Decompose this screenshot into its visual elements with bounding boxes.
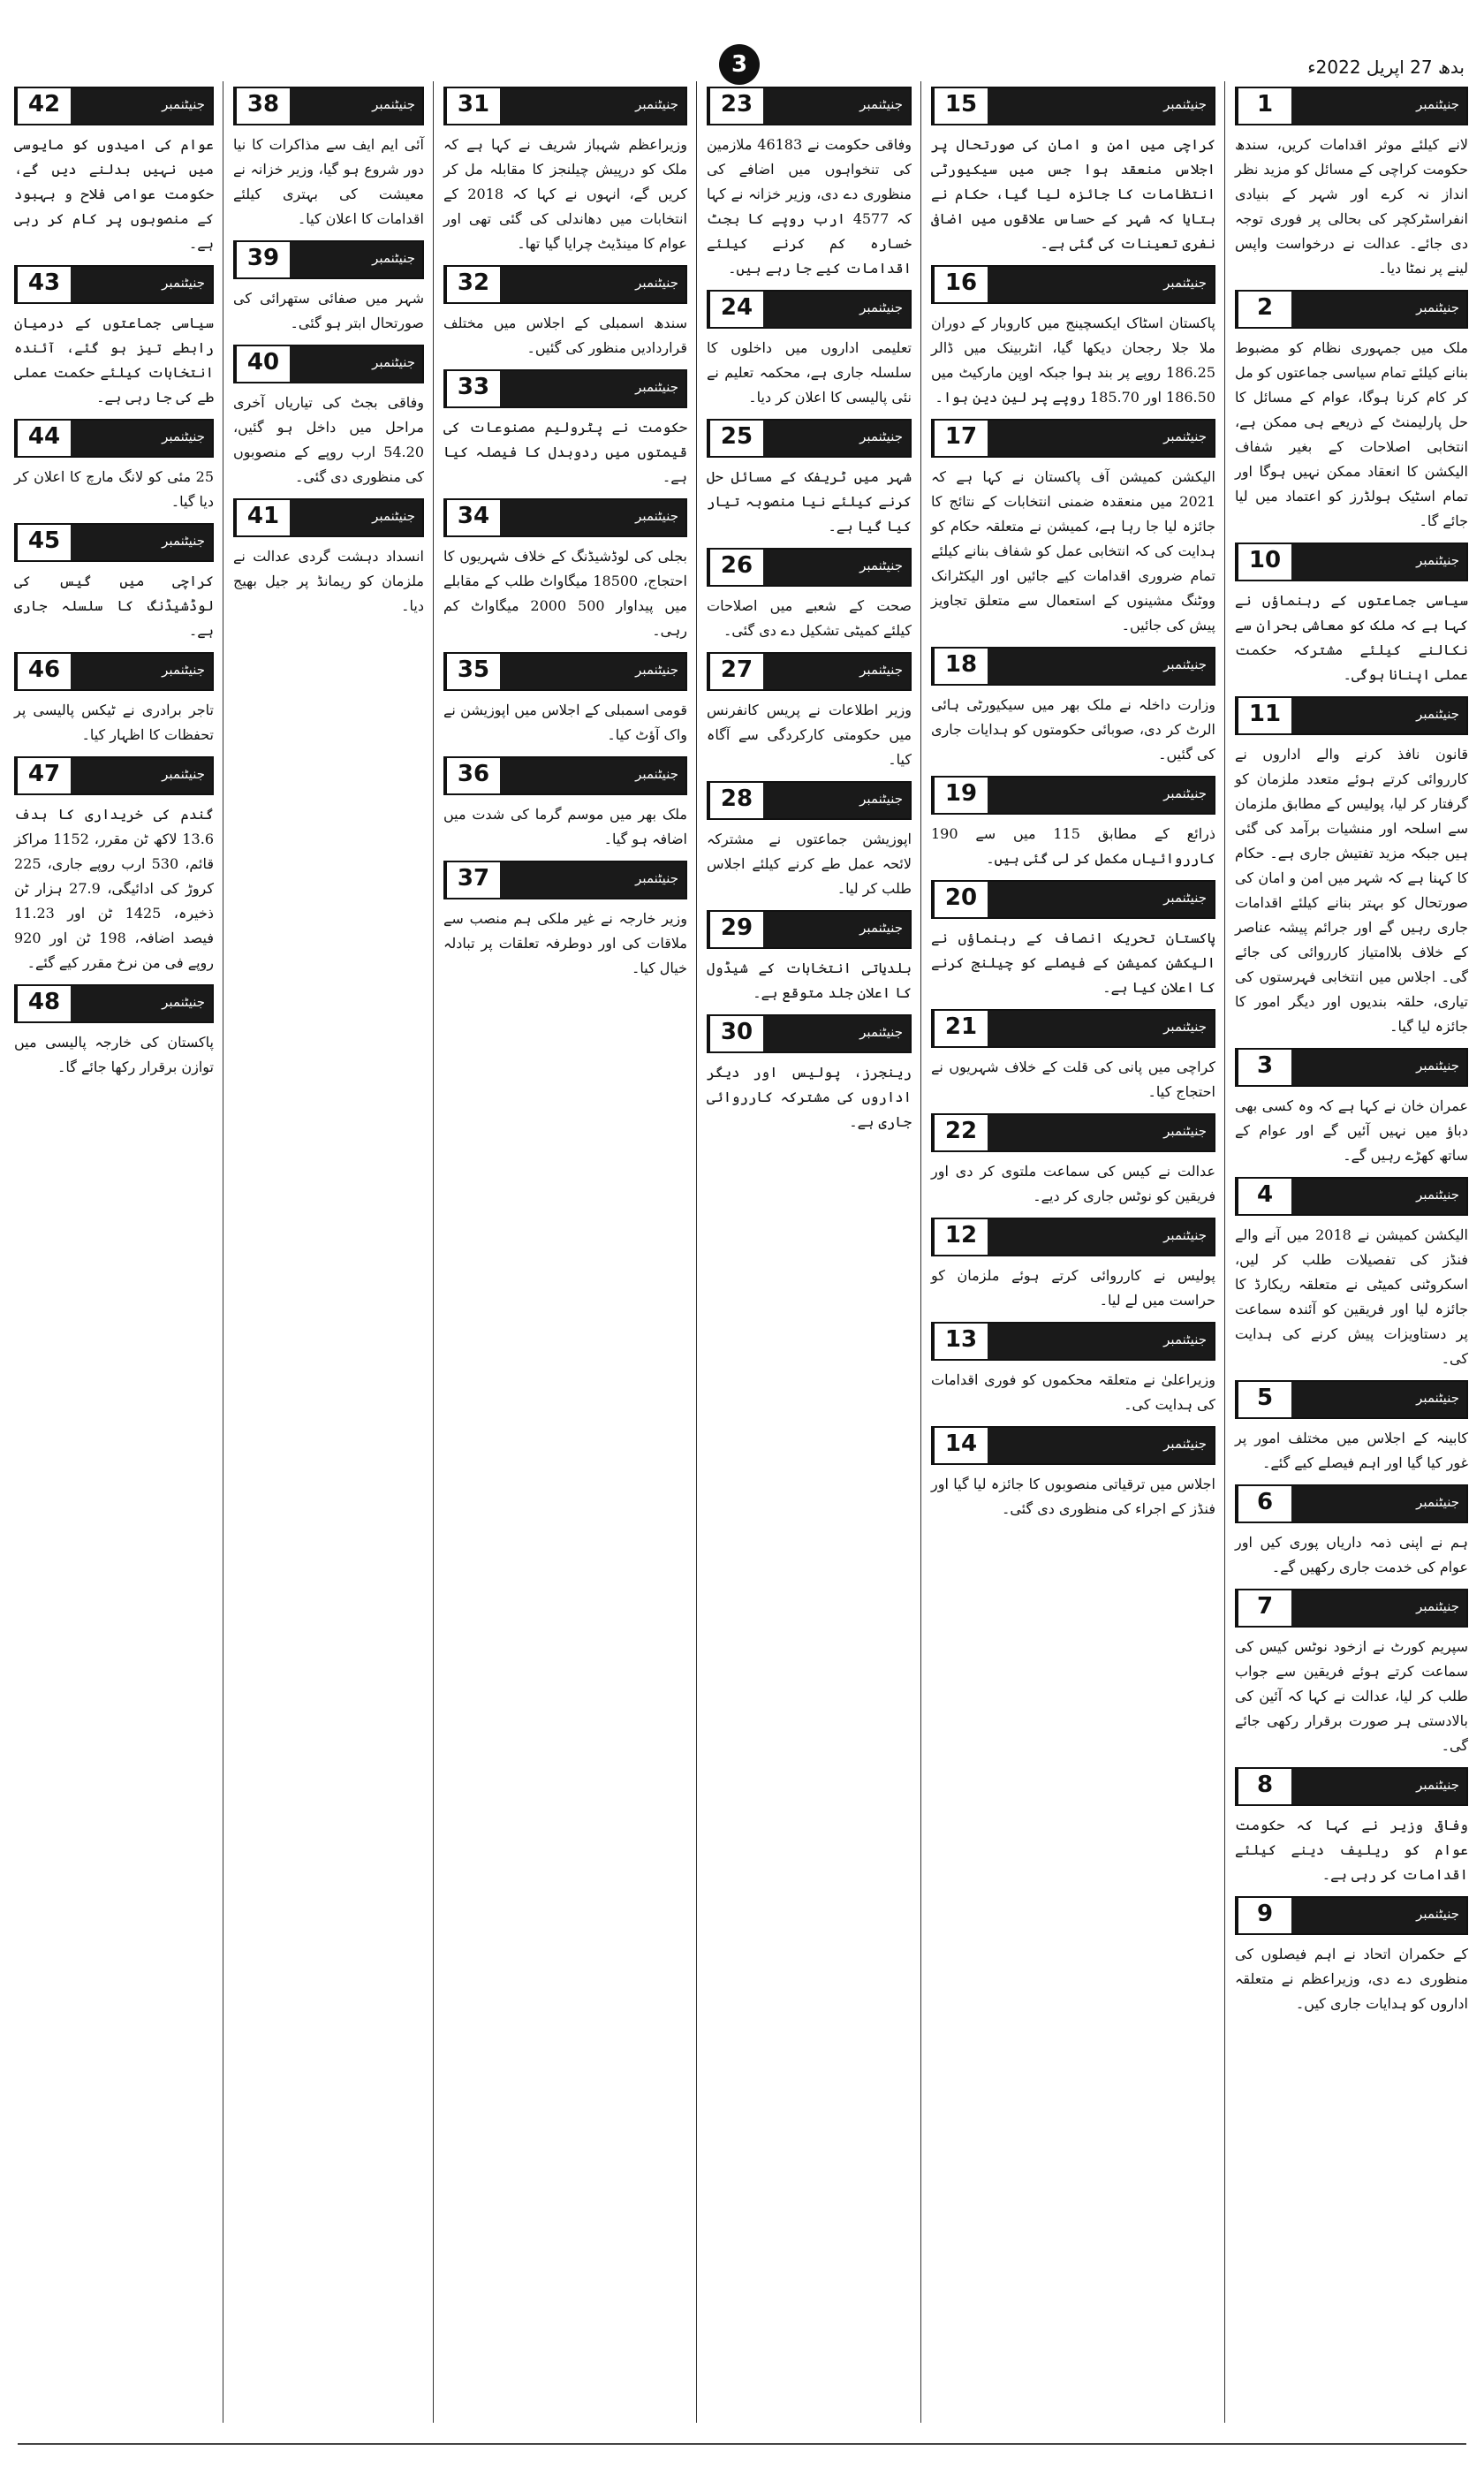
item-badge-label: جنیٹنمبر [763,292,910,327]
item-text: وفاقی بجٹ کی تیاریاں آخری مراحل میں داخل ہو گئیں، 54.20 ارب روپے کے منصوبوں کی منظوری دی گئی۔ [233,394,424,485]
item-number: 24 [708,292,763,327]
item-number-badge [1235,1589,1468,1628]
item-number: 27 [708,654,763,689]
item-number-badge [1235,87,1468,125]
item-badge-label: جنیٹنمبر [500,88,685,124]
item-number-badge [233,498,424,537]
item-badge-label: جنیٹنمبر [1291,544,1466,580]
item-text: بلدیاتی انتخابات کے شیڈول کا اعلان جلد متوقع ہے۔ [707,960,912,1001]
item-number: 8 [1237,1769,1291,1804]
item-text: اپوزیشن جماعتوں نے مشترکہ لائحہ عمل طے کرنے کیلئے اجلاس طلب کر لیا۔ [707,831,912,897]
news-item [931,1426,1215,1522]
news-item [931,1009,1215,1104]
item-number-badge [1235,1048,1468,1087]
item-number: 32 [445,267,500,302]
item-badge-label: جنیٹنمبر [71,525,212,560]
item-number: 17 [933,421,988,456]
item-badge-label: جنیٹنمبر [290,242,422,277]
item-number-badge [233,345,424,383]
item-badge-label: جنیٹنمبر [763,912,910,947]
page-number: 3 [719,44,760,85]
item-text: پاکستان کی خارجہ پالیسی میں توازن برقرار رکھا جائے گا۔ [14,1034,214,1075]
item-text: صحت کے شعبے میں اصلاحات کیلئے کمیٹی تشکیل دے دی گئی۔ [707,597,912,639]
item-text: گندم کی خریداری کا ہدف 13.6 لاکھ ٹن مقرر، 1152 مراکز قائم، 530 ارب روپے جاری، 225 کروڑ کی ادائیگی، 27.9 ہزار ٹن ذخیرہ، 1425 ٹن اور 11.23 فیصد اضافہ، 198 ٹن اور 920 روپے فی من نرخ مقرر کیے گئے۔ [14,806,215,971]
item-text: کراچی میں امن و امان کی صورتحال پر اجلاس منعقد ہوا جس میں سیکیورٹی انتظامات کا جائزہ لیا گیا، حکام نے بتایا کہ شہر کے حساس علاقوں میں اضافی نفری تعینات کی گئی ہے۔ [931,136,1215,252]
item-badge-label: جنیٹنمبر [988,649,1214,684]
news-item [1235,1484,1468,1580]
news-item [443,652,687,748]
item-number-badge [1235,290,1468,329]
item-text: سیاسی جماعتوں کے درمیان رابطے تیز ہو گئے، آئندہ انتخابات کیلئے حکمت عملی طے کی جا رہی ہے۔ [14,315,214,406]
item-number: 13 [933,1324,988,1359]
item-number-badge [707,652,912,691]
item-badge-label: جنیٹنمبر [988,421,1214,456]
item-number: 21 [933,1011,988,1046]
news-item [931,1113,1215,1209]
item-number-badge [14,652,214,691]
item-number-badge [1235,1896,1468,1935]
item-number: 22 [933,1115,988,1150]
item-text: حکومت نے پٹرولیم مصنوعات کی قیمتوں میں ردوبدل کا فیصلہ کیا ہے۔ [443,419,687,485]
item-badge-label: جنیٹنمبر [1291,1486,1466,1522]
item-number: 39 [235,242,290,277]
item-number: 1 [1237,88,1291,124]
item-text: بجلی کی لوڈشیڈنگ کے خلاف شہریوں کا احتجاج، 18500 میگاواٹ طلب کے مقابلے میں پیداوار 500 2000 میگاواٹ کم رہی۔ [443,548,687,639]
item-number-badge [443,369,687,408]
item-number: 45 [16,525,71,560]
item-badge-label: جنیٹنمبر [1291,1382,1466,1417]
item-number-badge [931,87,1215,125]
item-number-badge [931,1113,1215,1152]
item-badge-label: جنیٹنمبر [71,654,212,689]
news-item [443,498,687,643]
item-number: 23 [708,88,763,124]
news-column-1 [1230,81,1473,2432]
item-number: 11 [1237,698,1291,733]
item-text: کے حکمران اتحاد نے اہم فیصلوں کی منظوری دے دی، وزیراعظم نے متعلقہ اداروں کو ہدایات جاری کیں۔ [1235,1946,1468,2012]
item-text: وزیراعظم شہباز شریف نے کہا ہے کہ ملک کو درپیش چیلنجز کا مقابلہ مل کر کریں گے، انہوں نے کہا کہ 2018 کے انتخابات میں دھاندلی کی گئی تھی اور عوام کا مینڈیٹ چرایا گیا تھا۔ [443,136,688,252]
item-text: عدالت نے کیس کی سماعت ملتوی کر دی اور فریقین کو نوٹس جاری کر دیے۔ [931,1163,1215,1204]
item-number-badge [1235,1177,1468,1216]
item-text: قومی اسمبلی کے اجلاس میں اپوزیشن نے واک آؤٹ کیا۔ [443,702,687,743]
item-text: سیاسی جماعتوں کے رہنماؤں نے کہا ہے کہ ملک کو معاشی بحران سے نکالنے کیلئے مشترکہ حکمت عملی اپنانا ہوگی۔ [1235,592,1468,683]
item-number-badge [1235,1767,1468,1806]
item-number: 6 [1237,1486,1291,1522]
news-item [931,419,1215,638]
news-item [14,523,214,643]
news-item [233,87,424,231]
item-number-badge [14,756,214,795]
item-badge-label: جنیٹنمبر [988,1011,1214,1046]
item-number: 15 [933,88,988,124]
item-number: 40 [235,346,290,382]
item-badge-label: جنیٹنمبر [763,421,910,456]
item-text: کابینہ کے اجلاس میں مختلف امور پر غور کیا گیا اور اہم فیصلے کیے گئے۔ [1235,1430,1468,1471]
item-text: ذرائع کے مطابق 115 میں سے 190 کارروائیاں مکمل کر لی گئی ہیں۔ [931,825,1215,867]
item-badge-label: جنیٹنمبر [1291,292,1466,327]
item-number-badge [707,910,912,949]
item-text: ملک میں جمہوری نظام کو مضبوط بنانے کیلئے تمام سیاسی جماعتوں کو مل کر کام کرنا ہوگا، عوام کے مسائل کا حل پارلیمنٹ کے ذریعے ہی ممکن ہے، انتخابی اصلاحات کے بغیر شفاف الیکشن کا انعقاد ممکن نہیں ہوگا اور تمام اسٹیک ہولڈرز کو اعتماد میں لیا جائے گا۔ [1235,339,1468,529]
item-badge-label: جنیٹنمبر [290,88,422,124]
item-number: 14 [933,1428,988,1463]
item-number-badge [707,1014,912,1053]
item-number: 47 [16,758,71,793]
item-badge-label: جنیٹنمبر [71,758,212,793]
item-number: 30 [708,1016,763,1051]
item-number-badge [443,87,687,125]
item-badge-label: جنیٹنمبر [500,500,685,535]
item-badge-label: جنیٹنمبر [1291,88,1466,124]
news-item [1235,543,1468,687]
item-text: عمران خان نے کہا ہے کہ وہ کسی بھی دباؤ میں نہیں آئیں گے اور عوام کے ساتھ کھڑے رہیں گے۔ [1235,1097,1468,1164]
item-badge-label: جنیٹنمبر [763,783,910,818]
item-text: سپریم کورٹ نے ازخود نوٹس کیس کی سماعت کرتے ہوئے فریقین سے جواب طلب کر لیا، عدالت نے کہا کہ آئین کی بالادستی ہر صورت برقرار رکھی جائے گی۔ [1235,1638,1468,1754]
item-number-badge [14,419,214,458]
news-item [1235,290,1468,534]
item-badge-label: جنیٹنمبر [1291,1898,1466,1933]
item-badge-label: جنیٹنمبر [763,654,910,689]
item-text: ہم نے اپنی ذمہ داریاں پوری کیں اور عوام کی خدمت جاری رکھیں گے۔ [1235,1534,1468,1575]
item-text: وزارت داخلہ نے ملک بھر میں سیکیورٹی ہائی الرٹ کر دی، صوبائی حکومتوں کو ہدایات جاری کی گئیں۔ [931,696,1215,763]
news-item [1235,87,1468,281]
page-header [0,0,1484,78]
news-item [931,265,1215,410]
item-number: 35 [445,654,500,689]
item-number-badge [931,647,1215,686]
news-item [707,548,912,643]
item-badge-label: جنیٹنمبر [988,882,1214,917]
item-number-badge [1235,543,1468,581]
item-number-badge [14,523,214,562]
item-number: 10 [1237,544,1291,580]
item-badge-label: جنیٹنمبر [1291,1050,1466,1085]
item-badge-label: جنیٹنمبر [1291,1179,1466,1214]
news-item [233,498,424,618]
news-item [707,652,912,772]
item-badge-label: جنیٹنمبر [290,500,422,535]
item-badge-label: جنیٹنمبر [71,267,212,302]
item-badge-label: جنیٹنمبر [500,267,685,302]
item-number: 4 [1237,1179,1291,1214]
item-number: 5 [1237,1382,1291,1417]
item-number: 48 [16,986,71,1021]
item-badge-label: جنیٹنمبر [988,778,1214,813]
item-number: 9 [1237,1898,1291,1933]
item-number: 25 [708,421,763,456]
item-number-badge [707,781,912,820]
item-number-badge [443,861,687,899]
item-number: 28 [708,783,763,818]
item-badge-label: جنیٹنمبر [988,1219,1214,1255]
news-item [707,419,912,539]
item-number: 33 [445,371,500,406]
news-item [707,910,912,1006]
item-number: 41 [235,500,290,535]
news-item [443,87,687,256]
item-number-badge [233,87,424,125]
item-text: عوام کی امیدوں کو مایوسی میں نہیں بدلنے دیں گے، حکومت عوامی فلاح و بہبود کے منصوبوں پر کام کر رہی ہے۔ [14,136,214,252]
news-column-5 [228,81,429,2432]
item-badge-label: جنیٹنمبر [500,758,685,793]
item-text: لانے کیلئے موثر اقدامات کریں، سندھ حکومت کراچی کے مسائل کو مزید نظر انداز نہ کرے اور شہر کے بنیادی انفراسٹرکچر کی بحالی پر فوری توجہ دی جائے۔ عدالت نے درخواست واپس لینے پر نمٹا دیا۔ [1235,136,1468,277]
news-item [1235,696,1468,1039]
news-column-6 [9,81,219,2432]
item-text: رینجرز، پولیس اور دیگر اداروں کی مشترکہ کارروائی جاری ہے۔ [707,1064,912,1130]
item-text: آئی ایم ایف سے مذاکرات کا نیا دور شروع ہو گیا، وزیر خزانہ نے معیشت کی بہتری کیلئے اقدامات کا اعلان کیا۔ [233,136,424,227]
item-number-badge [707,87,912,125]
item-badge-label: جنیٹنمبر [988,88,1214,124]
item-number-badge [233,240,424,279]
news-item [707,290,912,410]
item-text: الیکشن کمیشن آف پاکستان نے کہا ہے کہ 2021 میں منعقدہ ضمنی انتخابات کے نتائج کا جائزہ لیا جا رہا ہے، کمیشن نے متعلقہ حکام کو ہدایت کی کہ انتخابی عمل کو شفاف بنانے کیلئے تمام ضروری اقدامات کیے جائیں اور الیکٹرانک ووٹنگ مشینوں کے استعمال سے متعلق تجاویز پیش کی جائیں۔ [931,468,1215,634]
item-number: 3 [1237,1050,1291,1085]
news-item [14,265,214,410]
item-text: تعلیمی اداروں میں داخلوں کا سلسلہ جاری ہے، محکمہ تعلیم نے نئی پالیسی کا اعلان کر دیا۔ [707,339,912,406]
news-item [233,240,424,336]
item-number-badge [931,1009,1215,1048]
news-item [1235,1767,1468,1887]
item-number-badge [931,265,1215,304]
item-badge-label: جنیٹنمبر [1291,1590,1466,1626]
news-item [233,345,424,489]
item-text: سندھ اسمبلی کے اجلاس میں مختلف قراردادیں منظور کی گئیں۔ [443,315,687,356]
item-badge-label: جنیٹنمبر [988,1324,1214,1359]
item-text: ملک بھر میں موسم گرما کی شدت میں اضافہ ہو گیا۔ [443,806,687,847]
news-item [931,87,1215,256]
item-number-badge [707,419,912,458]
item-number: 31 [445,88,500,124]
item-badge-label: جنیٹنمبر [988,1428,1214,1463]
item-number-badge [443,498,687,537]
item-badge-label: جنیٹنمبر [1291,1769,1466,1804]
item-badge-label: جنیٹنمبر [1291,698,1466,733]
news-item [443,369,687,489]
news-item [1235,1589,1468,1758]
item-badge-label: جنیٹنمبر [763,88,910,124]
item-number: 12 [933,1219,988,1255]
item-text: وزیر خارجہ نے غیر ملکی ہم منصب سے ملاقات کی اور دوطرفہ تعلقات پر تبادلہ خیال کیا۔ [443,910,687,976]
news-column-3 [701,81,917,2432]
news-item [707,1014,912,1135]
item-badge-label: جنیٹنمبر [763,1016,910,1051]
news-item [14,419,214,514]
item-text: وزیراعلیٰ نے متعلقہ محکموں کو فوری اقدامات کی ہدایت کی۔ [931,1371,1215,1413]
item-text: 25 مئی کو لانگ مارچ کا اعلان کر دیا گیا۔ [14,468,214,510]
item-number: 38 [235,88,290,124]
item-text: اجلاس میں ترقیاتی منصوبوں کا جائزہ لیا گیا اور فنڈز کے اجراء کی منظوری دی گئی۔ [931,1476,1215,1517]
item-number: 36 [445,758,500,793]
item-number: 16 [933,267,988,302]
item-number: 26 [708,550,763,585]
item-text: وفاقی وزیر نے کہا کہ حکومت عوام کو ریلیف دینے کیلئے اقدامات کر رہی ہے۔ [1235,1817,1468,1883]
item-text: شہر میں ٹریفک کے مسائل حل کرنے کیلئے نیا منصوبہ تیار کیا گیا ہے۔ [707,468,912,535]
item-badge-label: جنیٹنمبر [988,267,1214,302]
item-text: پولیس نے کارروائی کرتے ہوئے ملزمان کو حراست میں لے لیا۔ [931,1267,1215,1309]
item-number-badge [14,265,214,304]
item-text: قانون نافذ کرنے والے اداروں نے کارروائی کرتے ہوئے متعدد ملزمان کو گرفتار کر لیا، پولیس کے مطابق ملزمان سے اسلحہ اور منشیات برآمد کی گئی ہیں جبکہ مزید تفتیش جاری ہے۔ حکام کا کہنا ہے کہ شہر میں امن و امان کی صورتحال کو بہتر بنانے کیلئے اقدامات جاری رہیں گے اور جرائم پیشہ عناصر کے خلاف بلاامتیاز کارروائی کی جائے گی۔ اجلاس میں انتخابی فہرستوں کی تیاری، حلقہ بندیوں اور دیگر امور کا جائزہ لیا گیا۔ [1235,746,1468,1035]
item-number-badge [443,756,687,795]
item-number: 29 [708,912,763,947]
item-number-badge [931,776,1215,815]
item-number-badge [1235,696,1468,735]
item-number-badge [931,1218,1215,1256]
item-text: وفاقی حکومت نے 46183 ملازمین کی تنخواہوں میں اضافے کی منظوری دے دی، وزیر خزانہ نے کہا کہ 4577 ارب روپے کا بجٹ خسارہ کم کرنے کیلئے اقدامات کیے جا رہے ہیں۔ [707,136,912,277]
news-column-2 [926,81,1221,2432]
item-number: 18 [933,649,988,684]
item-number: 43 [16,267,71,302]
item-text: انسداد دہشت گردی عدالت نے ملزمان کو ریمانڈ پر جیل بھیج دیا۔ [233,548,424,614]
news-column-4 [438,81,693,2432]
item-number-badge [1235,1380,1468,1419]
news-item [1235,1380,1468,1476]
item-number: 46 [16,654,71,689]
news-item [707,781,912,901]
item-badge-label: جنیٹنمبر [71,986,212,1021]
item-badge-label: جنیٹنمبر [290,346,422,382]
news-item [14,652,214,748]
news-item [443,756,687,852]
news-item [931,880,1215,1000]
item-number: 2 [1237,292,1291,327]
item-text: وزیر اطلاعات نے پریس کانفرنس میں حکومتی کارکردگی سے آگاہ کیا۔ [707,702,912,768]
item-number: 19 [933,778,988,813]
news-item [1235,1896,1468,2016]
news-item [931,1322,1215,1417]
news-item [707,87,912,281]
item-number: 44 [16,421,71,456]
item-text: شہر میں صفائی ستھرائی کی صورتحال ابتر ہو گئی۔ [233,290,424,331]
item-badge-label: جنیٹنمبر [763,550,910,585]
news-item [1235,1048,1468,1168]
item-number-badge [931,1426,1215,1465]
issue-date: بدھ 27 اپریل 2022ء [1307,57,1465,78]
item-number: 42 [16,88,71,124]
item-number-badge [707,548,912,587]
news-item [14,87,214,256]
news-item [931,647,1215,767]
footer-rule [18,2443,1466,2445]
item-number-badge [931,880,1215,919]
news-item [14,984,214,1080]
item-text: کراچی میں پانی کی قلت کے خلاف شہریوں نے احتجاج کیا۔ [931,1059,1215,1100]
news-item [443,861,687,981]
item-number-badge [931,1322,1215,1361]
item-number-badge [14,87,214,125]
item-badge-label: جنیٹنمبر [988,1115,1214,1150]
item-badge-label: جنیٹنمبر [500,654,685,689]
item-number: 34 [445,500,500,535]
news-item [931,776,1215,871]
item-text: تاجر برادری نے ٹیکس پالیسی پر تحفظات کا اظہار کیا۔ [14,702,214,743]
news-item [1235,1177,1468,1371]
item-number-badge [931,419,1215,458]
news-item [14,756,214,975]
item-number-badge [443,265,687,304]
item-number: 37 [445,862,500,898]
item-number: 7 [1237,1590,1291,1626]
item-badge-label: جنیٹنمبر [71,88,212,124]
item-number-badge [1235,1484,1468,1523]
item-text: پاکستان اسٹاک ایکسچینج میں کاروبار کے دوران ملا جلا رجحان دیکھا گیا، انٹربینک میں ڈالر 186.25 روپے پر بند ہوا جبکہ اوپن مارکیٹ میں 186.50 اور 185.70 روپے پر لین دین ہوا۔ [931,315,1215,406]
item-number-badge [443,652,687,691]
item-number-badge [14,984,214,1023]
news-item [443,265,687,360]
item-text: الیکشن کمیشن نے 2018 میں آنے والے فنڈز کی تفصیلات طلب کر لیں، اسکروٹنی کمیٹی نے متعلقہ ریکارڈ کا جائزہ لیا اور فریقین کو آئندہ سماعت پر دستاویزات پیش کرنے کی ہدایت کی۔ [1235,1226,1469,1367]
item-text: پاکستان تحریک انصاف کے رہنماؤں نے الیکشن کمیشن کے فیصلے کو چیلنج کرنے کا اعلان کیا ہے۔ [931,930,1215,996]
item-number-badge [707,290,912,329]
item-badge-label: جنیٹنمبر [500,371,685,406]
item-number: 20 [933,882,988,917]
item-text: کراچی میں گیس کی لوڈشیڈنگ کا سلسلہ جاری ہے۔ [14,573,214,639]
item-badge-label: جنیٹنمبر [71,421,212,456]
news-item [931,1218,1215,1313]
item-badge-label: جنیٹنمبر [500,862,685,898]
